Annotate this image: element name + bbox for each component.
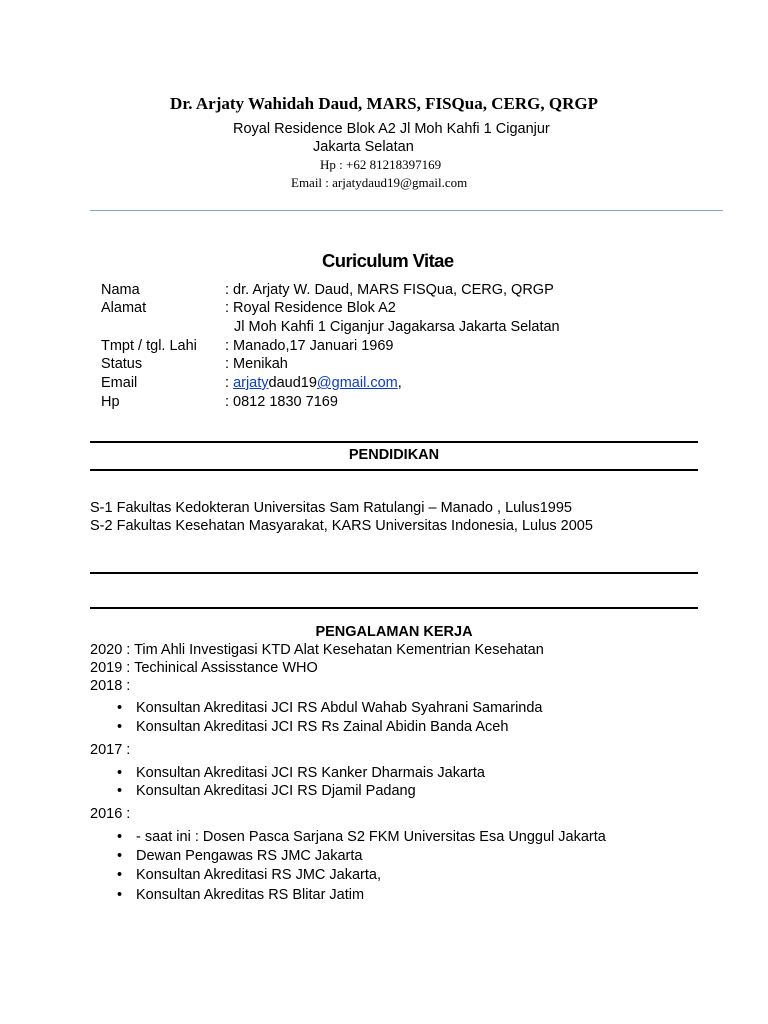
header-phone: Hp : +62 81218397169	[320, 157, 442, 172]
list-item: - saat ini : Dosen Pasca Sarjana S2 FKM Universitas Esa Unggul Jakarta	[136, 829, 606, 845]
experience-2020: 2020 : Tim Ahli Investigasi KTD Alat Kesehatan Kementrian Kesehatan	[90, 642, 544, 658]
list-item: Konsultan Akreditasi JCI RS Abdul Wahab Syahrani Samarinda	[136, 700, 543, 716]
status-value: : Menikah	[225, 356, 288, 372]
email-value	[225, 375, 402, 391]
email-link-domain[interactable]: @gmail.com	[316, 375, 398, 391]
pendidikan-item: S-2 Fakultas Kesehatan Masyarakat, KARS Universitas Indonesia, Lulus 2005	[90, 518, 593, 534]
address-line-2: Jakarta Selatan	[313, 139, 414, 155]
alamat-label: Alamat	[101, 300, 147, 316]
header-email: Email : arjatydaud19@gmail.com	[291, 175, 468, 190]
list-item: Konsultan Akreditasi JCI RS Kanker Dharmais Jakarta	[136, 765, 485, 781]
year-2016: 2016 :	[90, 806, 131, 822]
bullet-icon: •	[117, 887, 123, 903]
section-rule	[90, 607, 698, 609]
nama-value: : dr. Arjaty W. Daud, MARS FISQua, CERG, QRGP	[225, 282, 554, 298]
hp-value: : 0812 1830 7169	[225, 394, 338, 410]
list-item: Konsultan Akreditasi JCI RS Djamil Padang	[136, 783, 416, 799]
pendidikan-heading: PENDIDIKAN	[348, 447, 440, 463]
bullet-icon: •	[117, 829, 123, 845]
address-line-1: Royal Residence Blok A2 Jl Moh Kahfi 1 Ciganjur	[233, 121, 550, 137]
section-rule	[90, 441, 698, 443]
section-rule	[90, 469, 698, 471]
list-item: Konsultan Akreditasi RS JMC Jakarta,	[136, 867, 381, 883]
bullet-icon: •	[117, 867, 123, 883]
year-2018: 2018 :	[90, 678, 131, 694]
bullet-icon: •	[117, 700, 123, 716]
section-rule	[90, 572, 698, 574]
bullet-icon: •	[117, 783, 123, 799]
alamat-value-2: Jl Moh Kahfi 1 Ciganjur Jagakarsa Jakarta Selatan	[234, 319, 560, 335]
alamat-value-1: : Royal Residence Blok A2	[225, 300, 396, 316]
page-title: Curiculum Vitae	[322, 250, 454, 271]
email-link-user[interactable]: arjaty	[233, 375, 269, 391]
list-item: Konsultan Akreditas RS Blitar Jatim	[136, 887, 365, 903]
nama-label: Nama	[101, 282, 140, 298]
experience-2019: 2019 : Techinical Assisstance WHO	[90, 660, 318, 676]
bullet-icon: •	[117, 848, 123, 864]
bullet-icon: •	[117, 765, 123, 781]
email-prefix: :	[225, 375, 234, 391]
pengalaman-heading: PENGALAMAN KERJA	[315, 624, 473, 640]
hp-label: Hp	[101, 394, 120, 410]
email-mid: daud19	[268, 375, 317, 391]
email-label: Email	[101, 375, 138, 391]
candidate-name: Dr. Arjaty Wahidah Daud, MARS, FISQua, CERG, QRGP	[170, 94, 598, 113]
header-divider	[90, 210, 723, 211]
year-2017: 2017 :	[90, 742, 131, 758]
email-suffix: ,	[397, 375, 402, 391]
bullet-icon: •	[117, 719, 123, 735]
ttl-label: Tmpt / tgl. Lahi	[101, 338, 197, 354]
status-label: Status	[101, 356, 143, 372]
pendidikan-item: S-1 Fakultas Kedokteran Universitas Sam Ratulangi – Manado , Lulus1995	[90, 500, 572, 516]
list-item: Konsultan Akreditasi JCI RS Rs Zainal Abidin Banda Aceh	[136, 719, 509, 735]
ttl-value: : Manado,17 Januari 1969	[225, 338, 394, 354]
list-item: Dewan Pengawas RS JMC Jakarta	[136, 848, 363, 864]
